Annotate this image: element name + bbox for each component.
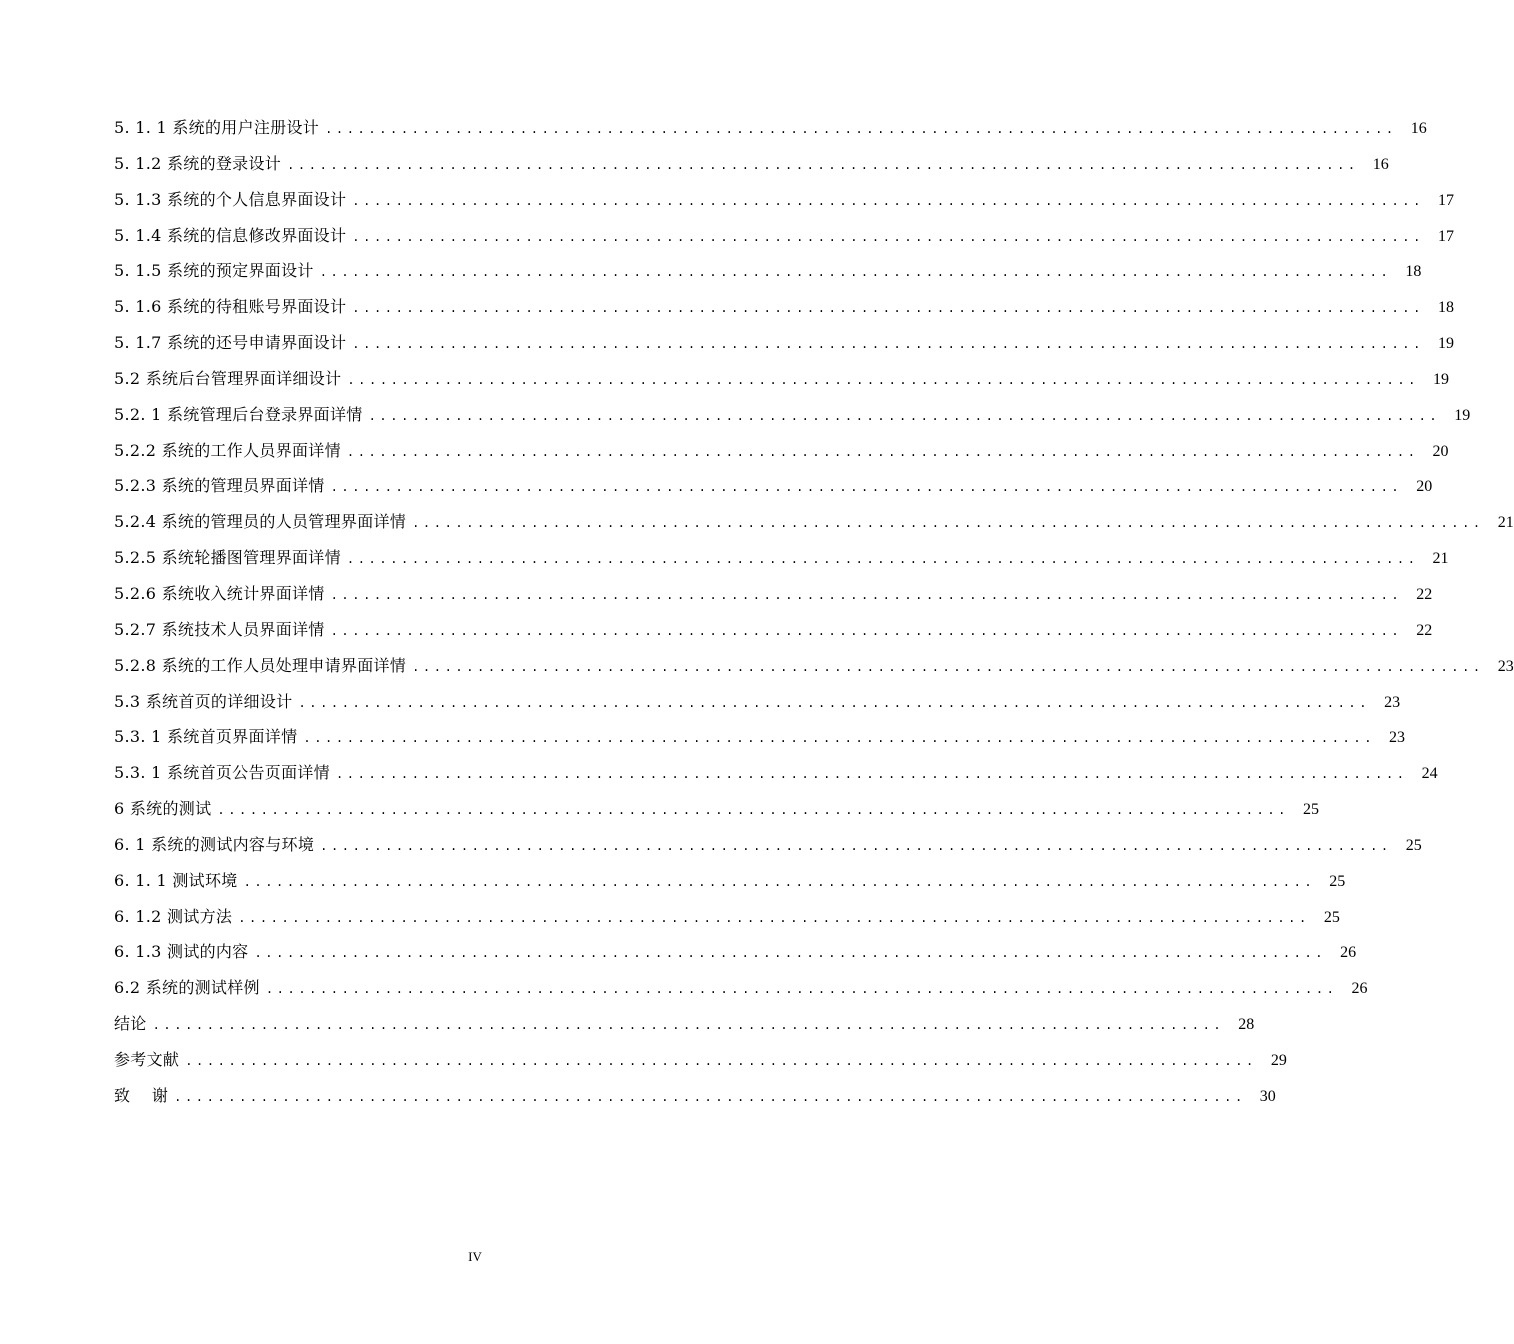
toc-entry-page: 25 — [1329, 872, 1346, 890]
toc-entry[interactable] — [114, 438, 1449, 474]
dot-leader: ................................................................................................... — [352, 301, 1424, 316]
toc-entry-label: 5.2.6 系统收入统计界面详情 — [114, 583, 325, 603]
toc-entry-page: 17 — [1437, 191, 1454, 209]
dot-leader: ................................................................................................... — [287, 157, 1359, 172]
toc-entry-page: 29 — [1270, 1051, 1287, 1069]
toc-entry-label: 5. 1.2 系统的登录设计 — [114, 153, 282, 173]
toc-entry[interactable] — [114, 1011, 1255, 1047]
toc-entry-page: 21 — [1497, 514, 1514, 532]
toc-entry-label: 5. 1.4 系统的信息修改界面设计 — [114, 225, 347, 245]
toc-entry-label: 5. 1.3 系统的个人信息界面设计 — [114, 189, 347, 209]
toc-entry-page: 21 — [1432, 550, 1449, 568]
toc-entry-page: 23 — [1384, 693, 1401, 711]
toc-entry[interactable] — [114, 581, 1433, 617]
dot-leader: ................................................................................................... — [330, 623, 1403, 638]
toc-entry[interactable] — [114, 366, 1449, 402]
toc-entry-page: 19 — [1432, 370, 1449, 388]
toc-entry-label: 6. 1.2 测试方法 — [114, 906, 233, 926]
toc-entry-page: 18 — [1405, 263, 1422, 281]
toc-entry-label: 5.3 系统首页的详细设计 — [114, 691, 293, 711]
toc-entry-label: 致 谢 — [114, 1085, 169, 1105]
toc-entry[interactable] — [114, 796, 1320, 832]
dot-leader: ................................................................................................... — [217, 803, 1290, 818]
dot-leader: ................................................................................................... — [298, 695, 1371, 710]
toc-entry[interactable] — [114, 724, 1406, 760]
toc-entry-page: 24 — [1421, 765, 1438, 783]
toc-entry[interactable] — [114, 258, 1422, 294]
toc-entry-page: 22 — [1416, 585, 1433, 603]
toc-entry[interactable] — [114, 151, 1389, 187]
dot-leader: ................................................................................................... — [265, 982, 1338, 997]
toc-entry-label: 6. 1.3 测试的内容 — [114, 942, 249, 962]
dot-leader: ................................................................................................... — [352, 193, 1424, 208]
toc-entry[interactable] — [114, 653, 1514, 689]
dot-leader: ................................................................................................... — [319, 265, 1392, 280]
toc-entry-page: 26 — [1351, 980, 1368, 998]
dot-leader: ................................................................................................... — [352, 337, 1424, 352]
toc-entry-page: 16 — [1410, 120, 1427, 137]
toc-entry-page: 25 — [1323, 908, 1340, 926]
toc-entry[interactable] — [114, 115, 1427, 151]
toc-entry-label: 6 系统的测试 — [114, 799, 212, 819]
toc-entry[interactable] — [114, 868, 1346, 904]
toc-entry-page: 20 — [1432, 442, 1449, 460]
toc-entry-label: 5. 1. 1 系统的用户注册设计 — [114, 118, 320, 137]
toc-entry-page: 16 — [1372, 155, 1389, 173]
dot-leader: ................................................................................................... — [152, 1018, 1225, 1033]
toc-entry-page: 19 — [1437, 335, 1454, 353]
toc-entry-label: 5.2.8 系统的工作人员处理申请界面详情 — [114, 655, 407, 675]
toc-entry-label: 5.2.5 系统轮播图管理界面详情 — [114, 548, 341, 568]
toc-entry-page: 25 — [1303, 801, 1320, 819]
toc-entry-page: 17 — [1437, 227, 1454, 245]
toc-entry-label: 5.2.2 系统的工作人员界面详情 — [114, 440, 341, 460]
toc-entry-label: 5.2.7 系统技术人员界面详情 — [114, 619, 325, 639]
dot-leader: ................................................................................................... — [335, 767, 1408, 782]
toc-entry-page: 23 — [1497, 657, 1514, 675]
dot-leader: ................................................................................................... — [243, 874, 1316, 889]
toc-entry-label: 参考文献 — [114, 1049, 180, 1069]
dot-leader: ................................................................................................... — [330, 480, 1403, 495]
dot-leader: ................................................................................................... — [412, 659, 1484, 674]
toc-entry-label: 6. 1 系统的测试内容与环境 — [114, 834, 315, 854]
toc-entry-label: 5.3. 1 系统首页界面详情 — [114, 727, 298, 747]
toc-entry-page: 18 — [1437, 299, 1454, 317]
toc-entry-label: 5.2.3 系统的管理员界面详情 — [114, 476, 325, 496]
dot-leader: ................................................................................................... — [320, 838, 1392, 853]
toc-entry[interactable] — [114, 832, 1422, 868]
toc-entry[interactable] — [114, 187, 1454, 223]
toc-entry-page: 20 — [1416, 478, 1433, 496]
toc-entry-page: 19 — [1454, 406, 1471, 424]
toc-entry[interactable] — [114, 1083, 1276, 1119]
toc-entry-page: 25 — [1405, 836, 1422, 854]
dot-leader: ................................................................................................... — [174, 1089, 1246, 1104]
dot-leader: ................................................................................................... — [346, 552, 1419, 567]
dot-leader: ................................................................................................... — [412, 516, 1484, 531]
toc-entry[interactable] — [114, 473, 1433, 509]
toc-entry[interactable] — [114, 330, 1454, 366]
toc-entry-label: 5.2. 1 系统管理后台登录界面详情 — [114, 404, 363, 424]
toc-entry-label: 5. 1.5 系统的预定界面设计 — [114, 261, 314, 281]
toc-entry-label: 5.2 系统后台管理界面详细设计 — [114, 368, 342, 388]
toc-entry[interactable] — [114, 223, 1454, 259]
toc-entry[interactable] — [114, 689, 1401, 725]
page-number: IV — [468, 1249, 482, 1264]
dot-leader: ................................................................................................... — [347, 372, 1419, 387]
toc-entry-page: 30 — [1259, 1087, 1276, 1105]
toc-entry[interactable] — [114, 617, 1433, 653]
toc-entry-label: 6.2 系统的测试样例 — [114, 978, 260, 998]
toc-entry[interactable] — [114, 402, 1471, 438]
toc-entry[interactable] — [114, 975, 1368, 1011]
toc-entry[interactable] — [114, 904, 1340, 940]
dot-leader: ................................................................................................... — [185, 1053, 1257, 1068]
table-of-contents — [114, 115, 1514, 1119]
toc-entry-page: 22 — [1416, 621, 1433, 639]
toc-entry-page: 26 — [1340, 944, 1357, 962]
toc-entry[interactable] — [114, 1047, 1287, 1083]
toc-entry-label: 5.2.4 系统的管理员的人员管理界面详情 — [114, 512, 407, 532]
dot-leader: ................................................................................................... — [346, 444, 1419, 459]
dot-leader: ................................................................................................... — [352, 229, 1424, 244]
toc-entry[interactable] — [114, 939, 1357, 975]
dot-leader: ................................................................................................... — [254, 946, 1327, 961]
dot-leader: ................................................................................................... — [330, 587, 1403, 602]
dot-leader: ................................................................................................... — [303, 731, 1376, 746]
toc-entry-label: 结论 — [114, 1014, 147, 1034]
toc-entry[interactable] — [114, 294, 1454, 330]
toc-entry[interactable] — [114, 509, 1514, 545]
toc-entry-page: 23 — [1389, 729, 1406, 747]
dot-leader: ................................................................................................... — [238, 910, 1310, 925]
toc-entry-label: 5. 1.7 系统的还号申请界面设计 — [114, 333, 347, 353]
dot-leader: ................................................................................................... — [368, 408, 1441, 423]
dot-leader: ................................................................................................... — [325, 122, 1397, 136]
toc-entry-label: 5.3. 1 系统首页公告页面详情 — [114, 763, 330, 783]
toc-entry-label: 5. 1.6 系统的待租账号界面设计 — [114, 297, 347, 317]
toc-entry[interactable] — [114, 545, 1449, 581]
toc-entry[interactable] — [114, 760, 1438, 796]
toc-entry-page: 28 — [1238, 1016, 1255, 1034]
toc-entry-label: 6. 1. 1 测试环境 — [114, 870, 238, 890]
